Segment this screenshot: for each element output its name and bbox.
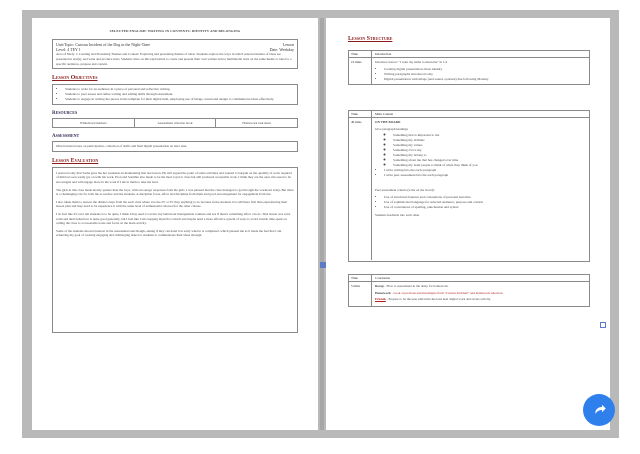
list-item: ◦ Something I love my — [393, 148, 586, 153]
resource-item: Whiteboard markers — [53, 119, 135, 127]
evaluation-paragraph: I do feel like if I ever tell students is to be quite, I think I may need to review my behaviour management routines and see if there's something effect can do. This lesson was sold-solid and their behaviour is quite good generally, but I feel like I am stopping myself too much and maybe need a more effective system of ways to avoid trouble time spent on calling the class to a reasonable noise and focus on the main activity. — [56, 211, 291, 226]
intro-text: Introduce lesson: "I want my name to mean me" in 1/4 — [375, 60, 448, 64]
objective-item: • Students to write for an audience in a piece of personal and reflective writing. — [65, 87, 294, 92]
line-label: Friends — [375, 297, 386, 302]
document-title: SELECTED ENGLISH: WRITING IN CONTENTS: IDENTITY AND BELONGING — [109, 29, 241, 33]
unit-topic: Unit/Topic: Curious Incident of the Dog in the Night-Time — [56, 42, 151, 47]
area-of-study: Area of Study 1: Creating and Presenting Themes and Context: Exploring and presenting themes of ideas. Students explore the ways in which selected themes of ideas are presented in text(s), and write and produce texts. Students draw on this exploration to create and present their own written and/or multimodal texts on the same theme or idea for a specific audience, purpose and context. — [56, 52, 292, 66]
list-item: ◦ Something my abilities — [393, 138, 586, 143]
conclusion-line — [375, 284, 586, 289]
assessment-heading: Assessment — [52, 134, 80, 140]
evaluation-paragraph: I also taken them to answer the distinct steps from the each class where it is the 25' or 35' they anything to do because in the students it is still there first than experiencing their lesson plan and they need to be experience it with the same level of enthusiasm I showed for the other classes. — [56, 199, 288, 209]
introduction-table — [348, 50, 590, 85]
list-item: ◦ Something my values — [393, 143, 586, 148]
section-header: Conclusion — [375, 276, 391, 280]
list-item: • Use of structured features and conventions of personal narrative — [384, 195, 586, 200]
assessment-box — [52, 141, 298, 152]
evaluation-box — [52, 167, 298, 333]
page-divider — [320, 18, 324, 430]
resources-heading: Resources — [52, 111, 78, 117]
resize-handle[interactable] — [320, 262, 326, 268]
redo-arrow-icon — [590, 401, 608, 419]
objectives-heading: Lesson Objectives — [52, 75, 98, 82]
criteria-intro: Peer assessment criteria (write on the board): — [375, 188, 435, 193]
time-header: Time — [349, 275, 372, 281]
line-text: - Look at previous and investigate from "Curious Incident" and homework selection. — [390, 290, 504, 295]
main-content-table — [348, 110, 590, 262]
conclusion-line — [375, 291, 586, 296]
closing-text: Students feedback into each other — [375, 212, 420, 217]
time-cell: 5 mins — [349, 282, 372, 306]
structure-heading: Lesson Structure — [348, 36, 393, 42]
board-intro: Give paragraph headings — [375, 126, 408, 131]
list-item: ◦ Something that is important to me — [393, 133, 586, 138]
board-title: ON THE BOARD — [375, 120, 401, 124]
resource-item: Homework task sheet — [242, 121, 271, 126]
objective-item: • Students to engage in writing the pieces in the template for their digital item, employing use of image, sound and design to communicate ideas effectively. — [65, 97, 294, 102]
time-header: Time — [349, 111, 372, 117]
evaluation-paragraph: I noticed today that Sasha gave me her weakness in maintaining that last lesson. He still argued the point of some activities and wanted to bargain on the quantity of work required of him but soon easily got on with his work. Eron and Sonithia also made to be the most loyal to class but still produced acceptable work. I think they are the ones who need to be encouraged and will engage more in the work if I allow them to take the lead. — [56, 170, 292, 184]
list-item: ◦ Something my belong to — [393, 153, 586, 158]
objective-item: • Students to peer assess and refine writing and editing skills through assessment. — [65, 92, 294, 97]
conclusion-line — [375, 297, 586, 302]
evaluation-heading: Lesson Evaluation — [52, 157, 99, 164]
resource-item: Assessment criterion book — [135, 119, 217, 127]
time-cell: 40 mins — [349, 118, 372, 260]
list-item: ◦ Something my team people to think of when they think of you — [393, 163, 586, 168]
list-item: • I write writing into the each paragraph — [384, 168, 586, 173]
line-label: Homework — [375, 290, 391, 295]
list-item: • Use of sophisticated language for selected audience, purpose and context — [384, 200, 586, 205]
assessment-text: Observational notes on participation, collection of drafts and final digital presentation on later date. — [56, 144, 188, 149]
list-item: ◦ Something about me that has changed over time — [393, 158, 586, 163]
list-item: • Use of conventions of spelling, punctuation and syntax — [384, 205, 586, 210]
date-field: Date: Weekday — [269, 47, 294, 53]
time-header: Time — [349, 51, 372, 57]
list-item: • I write peer assessment into the each paragraph — [384, 173, 586, 178]
selection-handle[interactable] — [600, 322, 606, 328]
section-header: Main Content — [375, 112, 394, 116]
evaluation-paragraph: Some of the students showed interest in the assessment task though, asking if they can hand it in early when it is completed, which pleased me as it made me feel that I am achieving my goal of creating engaging and challenging tasks for students to communicate their ideas through. — [56, 228, 282, 238]
objectives-box — [52, 84, 298, 105]
document-page-left — [32, 18, 318, 430]
evaluation-paragraph: The girls in this class made mostly quieter than the boys, with encourage responses from the girls. I was pleased that the class managed to get through the workload today. But there is a challenging role for both me as teacher and the students. A discipline focus, effort and discipline from them and good encouragement for engagement from me. — [56, 187, 294, 197]
level-field: Level: 4 TEY 1 — [56, 47, 81, 53]
redo-button[interactable] — [583, 394, 615, 426]
time-cell: 10 mins — [349, 58, 372, 84]
line-label: Recap — [375, 284, 384, 288]
list-item: • Creating digital presentation about identity — [384, 67, 586, 72]
section-header: Introduction — [375, 52, 392, 56]
document-page-right — [326, 18, 610, 430]
conclusion-table — [348, 274, 590, 307]
lesson-header-box — [52, 39, 298, 69]
list-item: • Writing paragraphs structured today — [384, 72, 586, 77]
lesson-label: Lesson — [282, 42, 294, 47]
line-text: - Prepare to be the peer edit/write the lead next digital work and revise activity. — [385, 297, 491, 302]
list-item: • Digital presentation with image (and sound, optional) due following Monday — [384, 77, 586, 82]
line-text: - How to assessment in the delay for homework. — [383, 284, 449, 288]
resources-box — [52, 118, 298, 128]
